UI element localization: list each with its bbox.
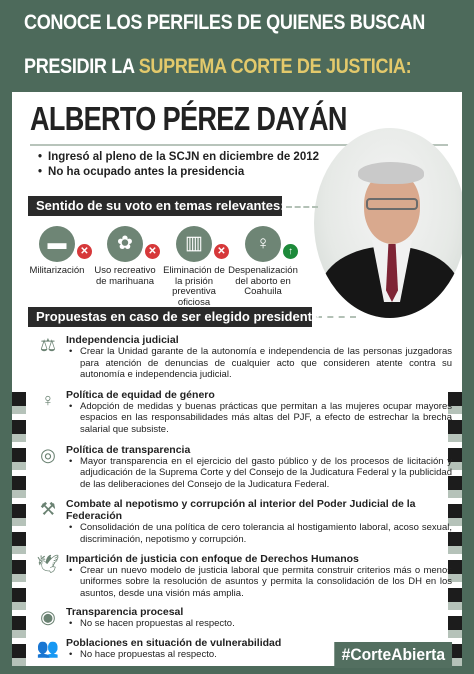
female-symbol-icon: ♀ ↑ (245, 226, 281, 262)
proposal-item (32, 553, 452, 600)
candidate-portrait (314, 128, 462, 318)
proposals-list (32, 334, 452, 661)
vote-label: Despenalización del aborto en Coahuila (228, 265, 298, 297)
vote-label: Eliminación de la prisión preventiva oficiosa (163, 265, 225, 308)
dashed-connector (316, 316, 356, 318)
header-title-line-1: CONOCE LOS PERFILES DE QUIENES BUSCAN (24, 10, 425, 34)
header-title-line-2 (24, 54, 412, 79)
votes-section-title: Sentido de su voto en temas relevantes: (28, 196, 282, 216)
header-title-accent: SUPREMA CORTE DE JUSTICIA: (138, 54, 412, 78)
proposal-item (32, 606, 452, 630)
proposal-item (32, 334, 452, 381)
cannabis-leaf-icon: ✿ ✕ (107, 226, 143, 262)
coins-icon: ◎ (40, 444, 56, 465)
female-symbol-icon: ♀ (41, 389, 55, 410)
vote-against-icon: ✕ (77, 244, 92, 259)
profile-bullet: • No ha ocupado antes la presidencia (38, 165, 338, 180)
left-stripe-decoration (12, 392, 26, 666)
proposal-body: • Crear un nuevo modelo de justicia laboral que permita construir criterios más o menos uniformes sobre la resolución de asuntos y permita la consolidación de los DH en los asuntos, desde una visión más amplia. (66, 565, 452, 600)
vote-in-favor-icon: ↑ (283, 244, 298, 259)
proposal-body: • Mayor transparencia en el ejercicio del gasto público y de los procesos de licitación y adjudicación de la Suprema Corte y del Consejo de la Judicatura Federal y la publicidad de las deliberaciones del Consejo de la Judicatura Federal. (66, 456, 452, 491)
proposal-title: Poblaciones en situación de vulnerabilidad (66, 636, 282, 649)
proposal-title: Transparencia procesal (66, 606, 184, 619)
vote-label: Uso recreativo de marihuana (94, 265, 156, 287)
proposal-item (32, 444, 452, 491)
profile-bullet: • Ingresó al pleno de la SCJN en diciembre de 2012 (38, 150, 338, 165)
scales-icon: ⚖ (39, 335, 57, 355)
dove-icon: 🕊 (36, 553, 60, 574)
people-group-icon: 👥 (36, 637, 60, 658)
proposal-title: Independencia judicial (66, 334, 179, 346)
prison-bars-icon: ▥ ✕ (176, 226, 212, 262)
vote-militarizacion (22, 226, 92, 277)
proposal-body: • No se hacen propuestas al respecto. (66, 618, 452, 630)
proposal-title: Política de transparencia (66, 443, 191, 456)
proposal-body: • No hace propuestas al respecto. (66, 649, 452, 661)
profile-card (12, 92, 462, 666)
vote-marihuana (90, 226, 160, 287)
proposal-body: • Adopción de medidas y buenas prácticas que permitan a las mujeres ocupar mayores espacios en las responsabilidades más altas del PJF, a efecto de estrechar la brecha salarial que subsiste. (66, 401, 452, 436)
proposal-body: • Crear la Unidad garante de la autonomía e independencia de las personas juzgadoras para atención de denuncias de cualquier acto que consideren atente contra su autonomía e independencia judicial. (66, 346, 452, 381)
vote-label: Militarización (29, 265, 85, 276)
proposal-title: Impartición de justicia con enfoque de Derechos Humanos (66, 552, 359, 565)
header-title-prefix: PRESIDIR LA (24, 54, 139, 78)
dashed-connector (286, 206, 318, 208)
proposal-body: • Consolidación de una política de cero tolerancia al hostigamiento laboral, acoso sexual, discriminación, nepotismo y corrupción. (66, 522, 452, 545)
proposal-item (32, 389, 452, 436)
vote-against-icon: ✕ (214, 244, 229, 259)
hashtag-badge: #CorteAbierta (334, 642, 452, 668)
profile-bullets (38, 150, 338, 180)
proposal-item (32, 498, 452, 545)
header-band (0, 0, 474, 92)
vote-aborto (228, 226, 298, 298)
gavel-icon: ⚒ (39, 499, 57, 520)
candidate-name: ALBERTO PÉREZ DAYÁN (30, 100, 347, 137)
proposal-title: Política de equidad de género (66, 388, 215, 401)
pistol-icon: ▬ ✕ (39, 226, 75, 262)
proposals-section-title: Propuestas en caso de ser elegido presidente (28, 307, 312, 327)
proposal-title: Combate al nepotismo y corrupción al interior del Poder Judicial de la Federación (66, 498, 416, 523)
vote-prision-preventiva (159, 226, 229, 308)
eye-icon: ◉ (40, 607, 56, 628)
vote-against-icon: ✕ (145, 244, 160, 259)
